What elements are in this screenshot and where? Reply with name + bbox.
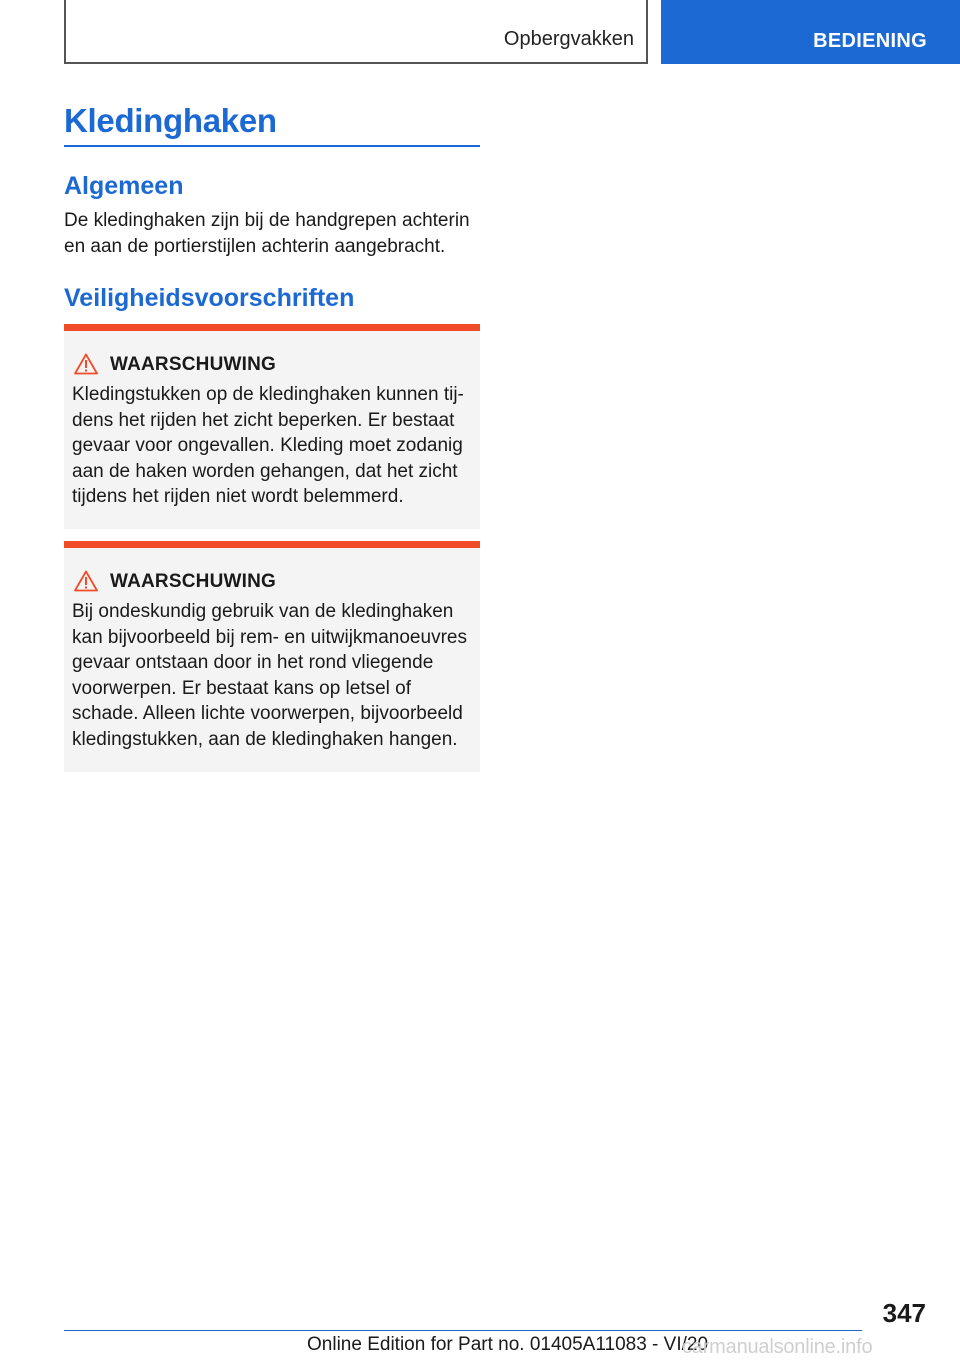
warning-triangle-icon [74,570,98,592]
chapter-title: BEDIENING [813,30,927,52]
chapter-tab [661,0,960,64]
warning-text: Bij ondeskundig gebruik van de kledinghaken kan bijvoorbeeld bij rem- en uitwijkmanoeuvres gevaar ontstaan door in het rond vliegende voorwerpen. Er bestaat kans op letsel of schade. Alleen lichte voorwerpen, bijvoorbeeld kledingstukken, aan de kledinghaken hangen. [72,601,467,750]
warning-box [64,541,480,772]
heading-general: Algemeen [64,172,184,200]
page-number: 347 [882,1298,926,1328]
warning-box [64,324,480,529]
heading-safety: Veiligheidsvoorschriften [64,284,355,312]
warning-label: WAARSCHUWING [110,354,276,375]
warning-text: Kledingstukken op de kledinghaken kunnen tij-dens het rijden het zicht beperken. Er bestaat gevaar voor ongevallen. Kleding moet zodanig aan de haken worden gehangen, dat het zicht tijdens het rijden niet wordt belemmerd. [72,384,464,507]
footer-divider [64,1330,862,1331]
general-text: De kledinghaken zijn bij de handgrepen achterin en aan de portierstijlen achterin aangebracht. [64,210,470,257]
title-divider [64,145,480,147]
section-title: Opbergvakken [503,28,634,50]
page-title: Kledinghaken [64,102,277,139]
warning-triangle-icon [74,353,98,375]
header-section-box [64,0,648,64]
footer-edition: Online Edition for Part no. 01405A11083 - VI/20 [307,1334,709,1355]
warning-label: WAARSCHUWING [110,571,276,592]
watermark: carmanualsonline.info [682,1336,873,1358]
